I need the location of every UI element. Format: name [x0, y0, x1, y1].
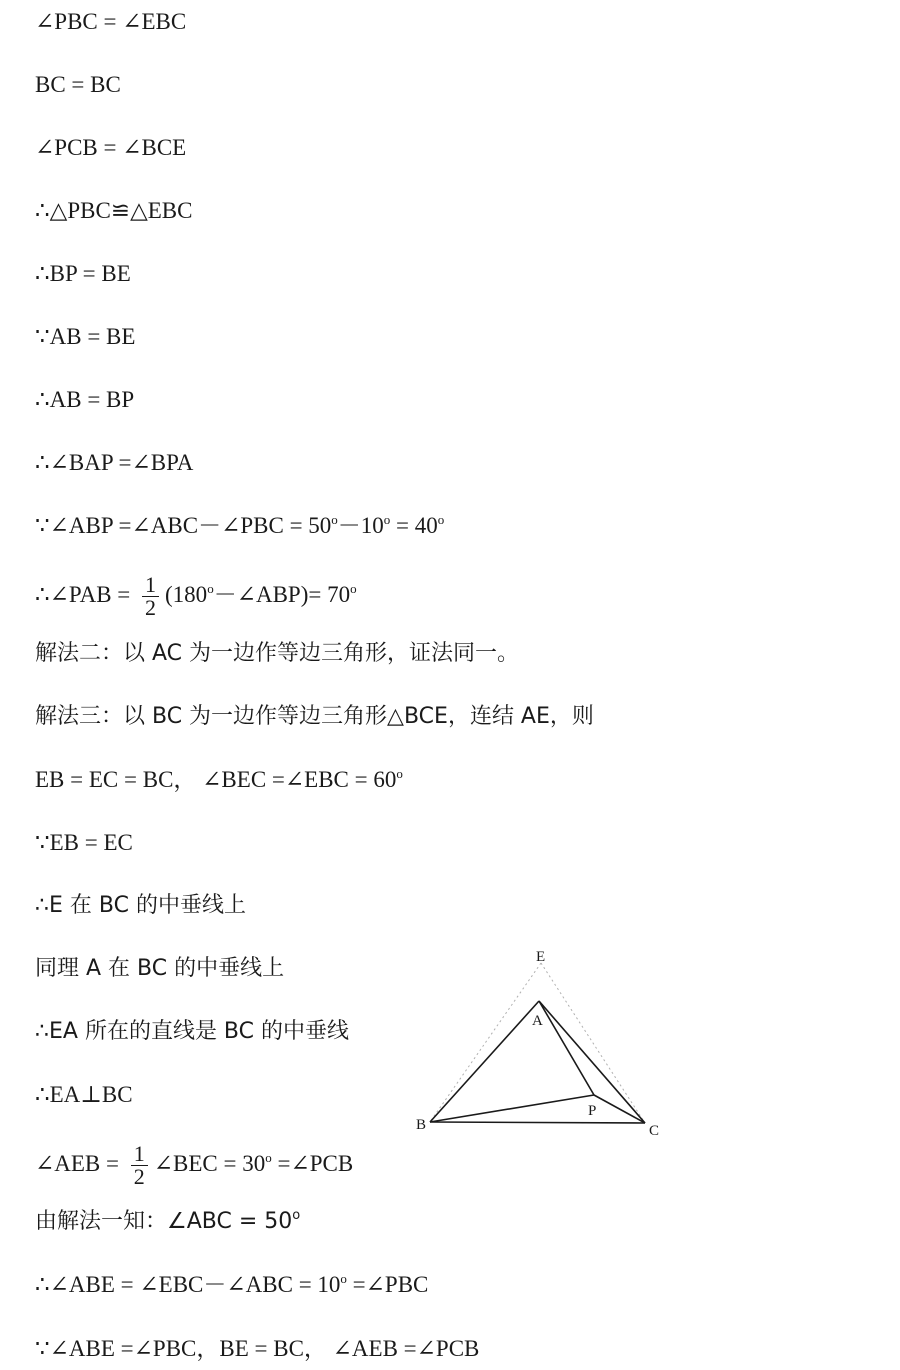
segment-BP [430, 1095, 597, 1122]
label-B: B [416, 1117, 427, 1133]
line-6: ∵AB = BE [35, 324, 136, 349]
degree-mark: o [383, 512, 391, 527]
line-10-part-a: ∴∠PAB = [35, 581, 137, 607]
line-10-part-b: (180 [165, 581, 208, 607]
line-19-part-a: ∠AEB = [35, 1150, 125, 1176]
degree-mark: o [207, 580, 214, 596]
fraction-numerator: 1 [131, 1143, 148, 1166]
line-13 [35, 765, 403, 798]
line-19 [35, 1143, 353, 1188]
line-21-part-a: ∴∠ABE = ∠EBC－∠ABC = 10 [35, 1272, 341, 1297]
segment-BC [430, 1122, 645, 1123]
degree-mark: o [340, 1271, 347, 1286]
segment-PC [594, 1095, 645, 1123]
line-9-part-e: = 40 [390, 513, 438, 538]
dotted-line-EB [430, 963, 541, 1122]
fraction-half [131, 1143, 148, 1188]
line-3: ∠PCB = ∠BCE [35, 135, 187, 160]
line-9-part-c: －10 [337, 513, 384, 538]
line-4: ∴△PBC≌△EBC [35, 198, 193, 223]
line-14: ∵EB = EC [35, 830, 133, 855]
degree-mark: o [350, 580, 357, 596]
line-9 [35, 511, 444, 544]
label-C: C [649, 1123, 660, 1139]
degree-mark: o [292, 1208, 301, 1223]
degree-mark: o [396, 766, 403, 781]
label-E: E [536, 949, 546, 965]
line-8: ∴∠BAP =∠BPA [35, 450, 194, 475]
line-17: ∴EA 所在的直线是 BC 的中垂线 [35, 1019, 349, 1044]
line-16: 同理 A 在 BC 的中垂线上 [35, 956, 285, 981]
degree-mark: o [331, 512, 338, 527]
degree-mark: o [265, 1149, 272, 1165]
segment-AP [539, 1001, 594, 1095]
fraction-half [142, 574, 159, 619]
line-12: 解法三：以 BC 为一边作等边三角形△BCE，连结 AE，则 [35, 704, 594, 729]
line-22: ∵∠ABE =∠PBC，BE = BC， ∠AEB =∠PCB [35, 1336, 480, 1361]
dotted-line-EC [541, 963, 645, 1123]
fraction-denominator: 2 [145, 595, 157, 620]
label-A: A [532, 1013, 543, 1029]
line-1: ∠PBC = ∠EBC [35, 9, 187, 34]
line-11: 解法二：以 AC 为一边作等边三角形，证法同一。 [35, 641, 520, 666]
line-5: ∴BP = BE [35, 261, 131, 286]
segment-AB [430, 1001, 539, 1122]
line-10 [35, 574, 357, 619]
line-13-part-a: EB = EC = BC， ∠BEC =∠EBC = 60 [35, 767, 397, 792]
line-21-part-c: =∠PBC [346, 1272, 429, 1297]
line-15: ∴E 在 BC 的中垂线上 [35, 893, 246, 918]
geometry-figure [405, 945, 675, 1145]
line-20-part-a: 由解法一知：∠ABC = 50 [35, 1209, 293, 1234]
fraction-numerator: 1 [142, 574, 159, 597]
line-2: BC = BC [35, 72, 121, 97]
line-9-part-a: ∵∠ABP =∠ABC－∠PBC = 50 [35, 513, 332, 538]
line-18: ∴EA⊥BC [35, 1082, 133, 1107]
fraction-denominator: 2 [133, 1164, 145, 1189]
line-10-part-d: －∠ABP)= 70 [213, 581, 351, 607]
label-P: P [588, 1103, 597, 1119]
degree-mark: o [437, 512, 445, 527]
line-21 [35, 1270, 428, 1303]
line-19-part-b: ∠BEC = 30 [153, 1150, 266, 1176]
line-19-part-d: =∠PCB [271, 1150, 354, 1176]
line-7: ∴AB = BP [35, 387, 135, 412]
line-20 [35, 1207, 300, 1240]
